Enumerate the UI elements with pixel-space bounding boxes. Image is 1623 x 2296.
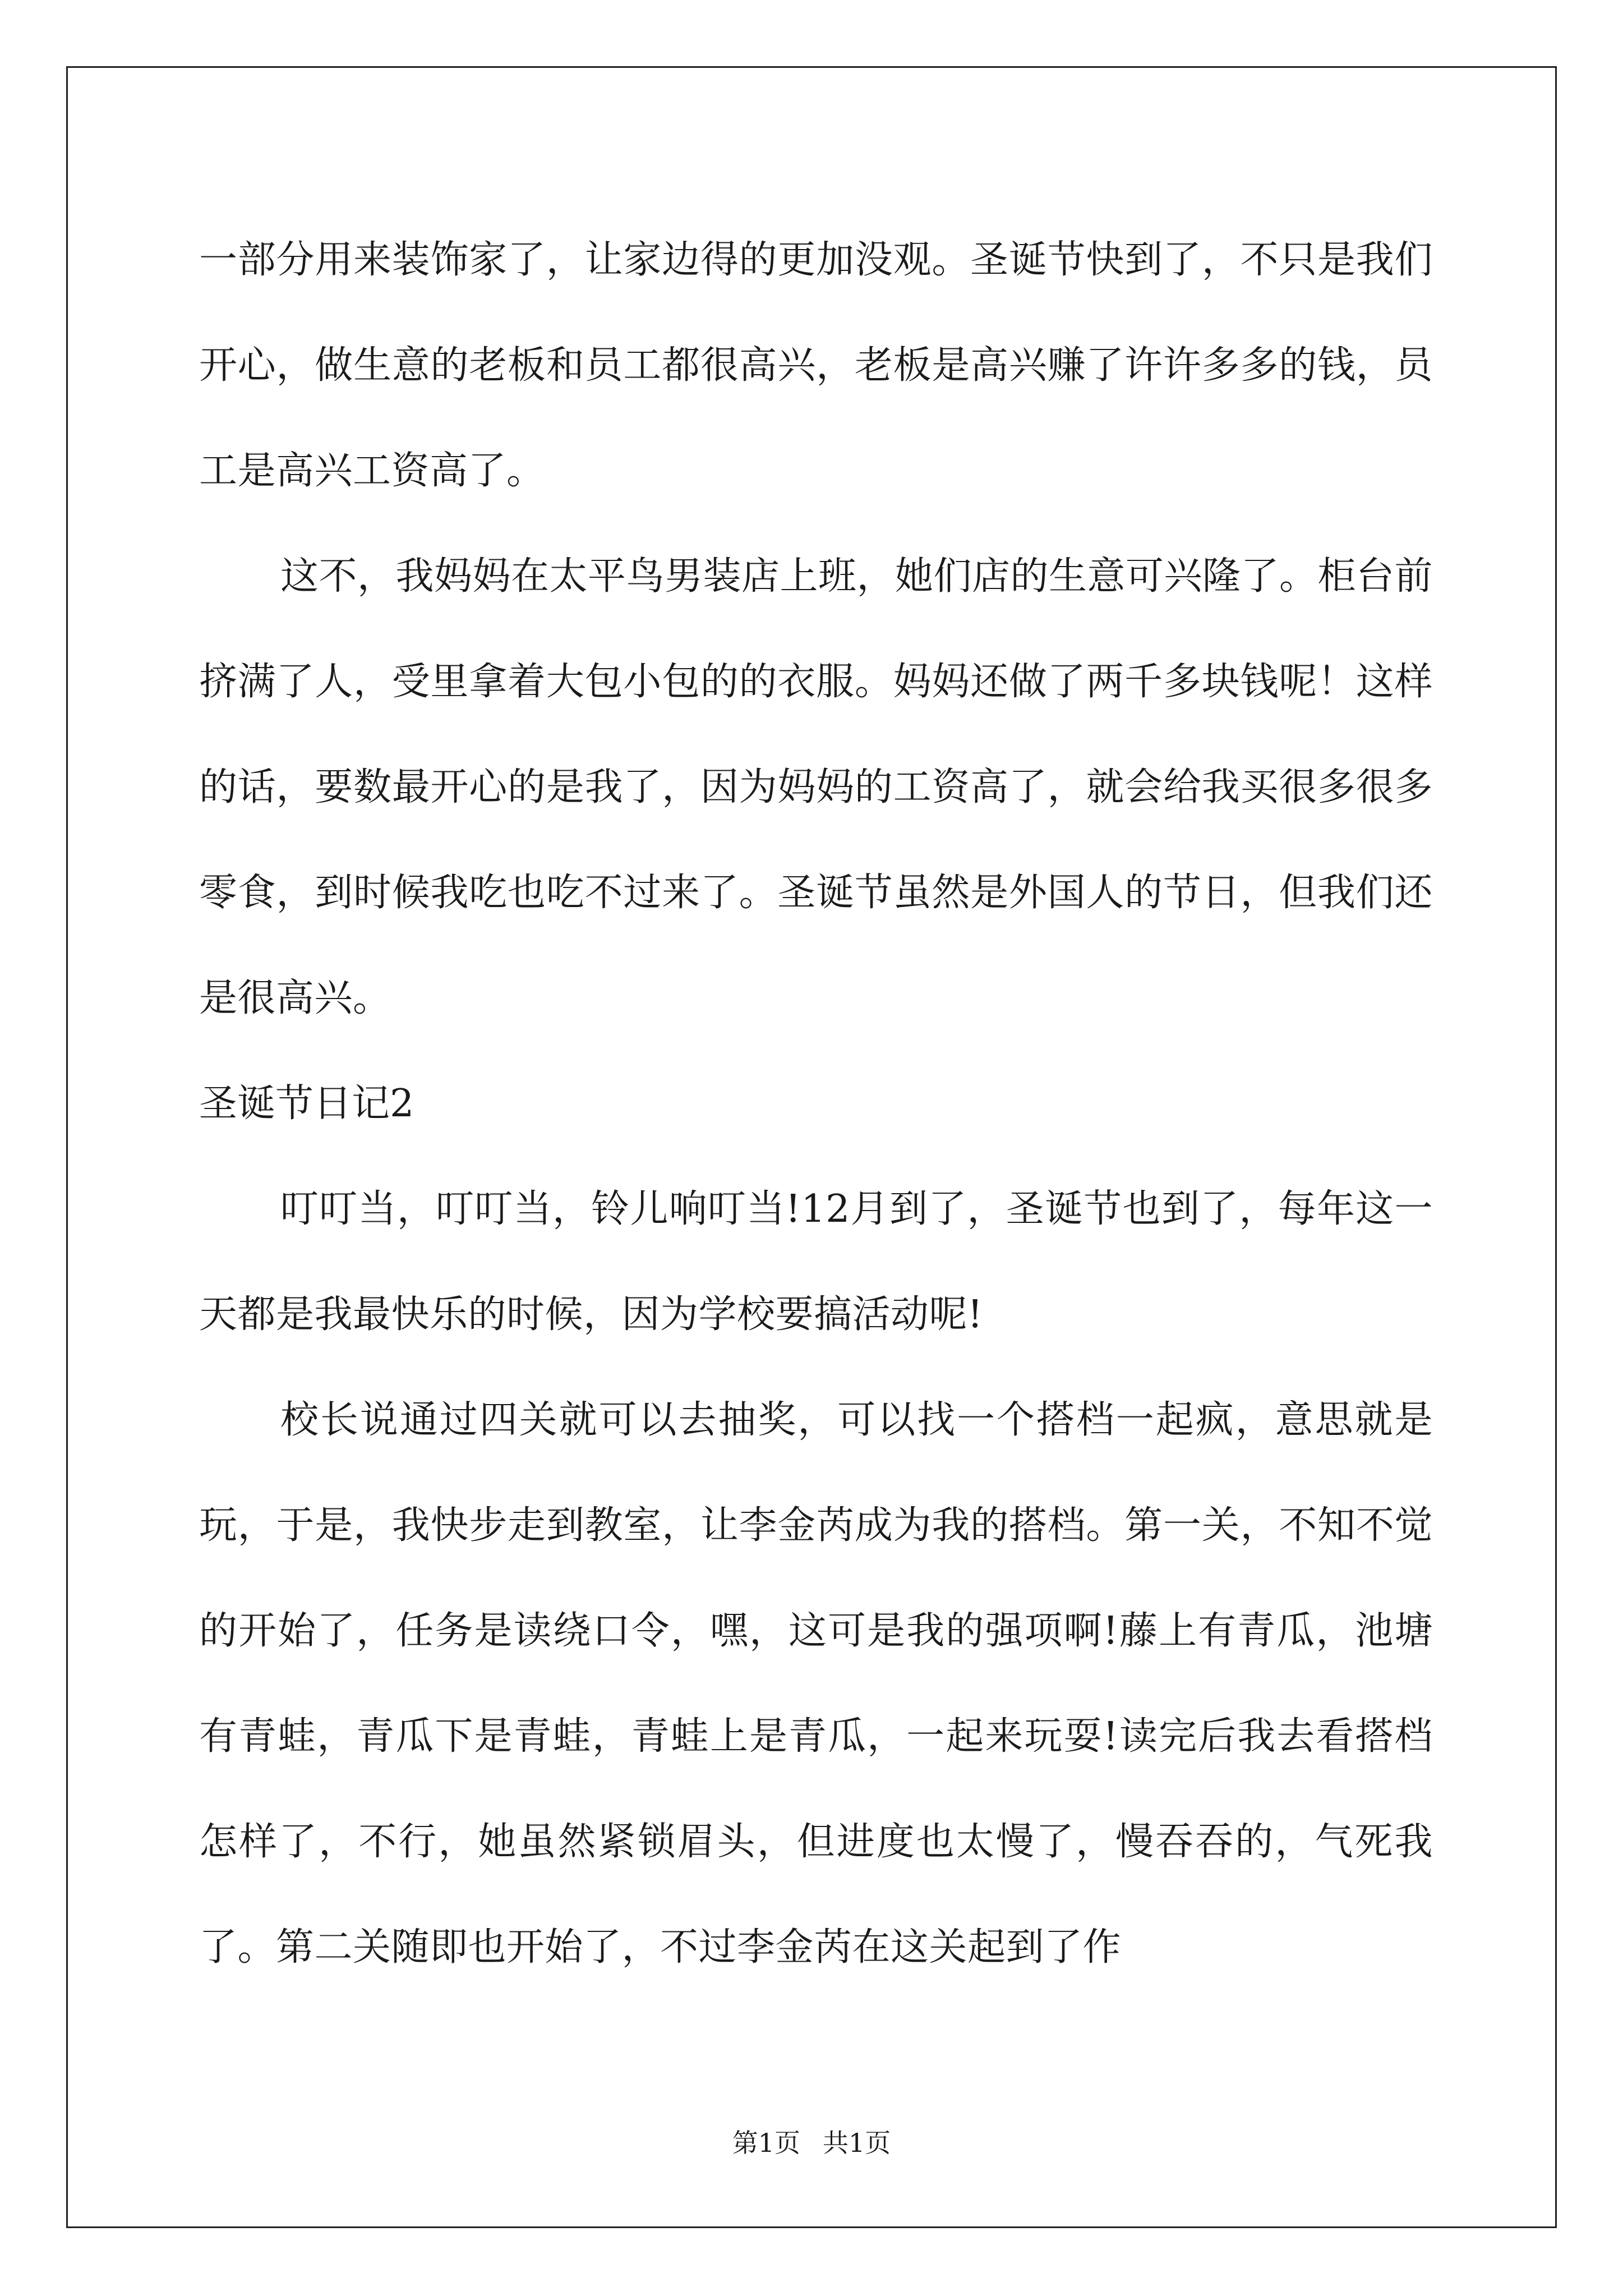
paragraph-2: 这不，我妈妈在太平鸟男装店上班，她们店的生意可兴隆了。柜台前挤满了人，受里拿着大包小包的的衣服。妈妈还做了两千多块钱呢！这样的话，要数最开心的是我了，因为妈妈的工资高了，就会给我买很多很多零食，到时候我吃也吃不过来了。圣诞节虽然是外国人的节日，但我们还是很高兴。 [199,554,1433,1020]
page-number: 第1页 [732,2128,800,2158]
page-footer [0,2126,1623,2160]
paragraph-3: 叮叮当，叮叮当，铃儿响叮当!12月到了，圣诞节也到了，每年这一天都是我最快乐的时候，因为学校要搞活动呢! [199,1187,1433,1337]
document-body [199,208,1433,2000]
page-total: 共1页 [823,2128,891,2158]
section-title: 圣诞节日记2 [199,1082,414,1126]
paragraph-4: 校长说通过四关就可以去抽奖，可以找一个搭档一起疯，意思就是玩，于是，我快步走到教室，让李金芮成为我的搭档。第一关，不知不觉的开始了，任务是读绕口令，嘿，这可是我的强项啊!藤上有青瓜，池塘有青蛙，青瓜下是青蛙，青蛙上是青瓜，一起来玩耍!读完后我去看搭档怎样了，不行，她虽然紧锁眉头，但进度也太慢了，慢吞吞的，气死我了。第二关随即也开始了，不过李金芮在这关起到了作 [199,1398,1433,1970]
paragraph-1: 一部分用来装饰家了，让家边得的更加没观。圣诞节快到了，不只是我们开心，做生意的老板和员工都很高兴，老板是高兴赚了许许多多的钱，员工是高兴工资高了。 [199,238,1433,493]
